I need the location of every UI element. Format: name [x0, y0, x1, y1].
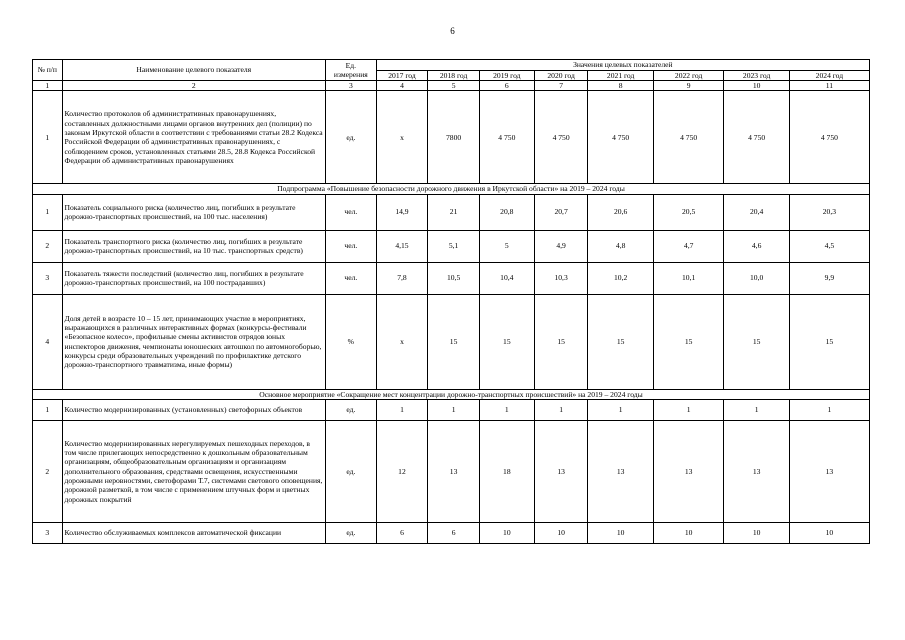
header-num: № п/п: [33, 60, 63, 81]
indicator-name: Количество модернизированных (установленных) светофорных объектов: [62, 399, 326, 420]
row-number: 1: [33, 194, 63, 230]
section-row: [33, 184, 870, 194]
value-cell: 20,4: [724, 194, 789, 230]
value-cell: 20,6: [588, 194, 653, 230]
indicator-name: Показатель тяжести последствий (количество лиц, погибших в результате дорожно-транспортных происшествий, на 100 пострадавших): [62, 262, 326, 294]
page-number: 6: [450, 26, 455, 36]
column-index-row: [33, 81, 870, 91]
value-cell: 10: [534, 522, 588, 543]
table-row: [33, 194, 870, 230]
value-cell: 4,7: [653, 230, 724, 262]
indicator-name: Количество обслуживаемых комплексов автоматической фиксации: [62, 522, 326, 543]
value-cell: 13: [724, 420, 789, 522]
column-index: 10: [724, 81, 789, 91]
header-row-1: [33, 60, 870, 71]
value-cell: 15: [428, 294, 480, 389]
header-values: Значения целевых показателей: [376, 60, 869, 71]
value-cell: 1: [724, 399, 789, 420]
value-cell: 20,5: [653, 194, 724, 230]
indicator-name: Показатель транспортного риска (количество лиц, погибших в результате дорожно-транспортных происшествий, на 10 тыс. транспортных средств): [62, 230, 326, 262]
value-cell: 10: [479, 522, 534, 543]
indicators-table: [32, 59, 870, 544]
value-cell: 15: [588, 294, 653, 389]
row-number: 3: [33, 262, 63, 294]
value-cell: 1: [479, 399, 534, 420]
value-cell: 4 750: [534, 91, 588, 184]
column-index: 3: [326, 81, 377, 91]
value-cell: 5: [479, 230, 534, 262]
value-cell: 4,8: [588, 230, 653, 262]
header-year: 2023 год: [724, 70, 789, 81]
column-index: 4: [376, 81, 428, 91]
value-cell: 6: [376, 522, 428, 543]
value-cell: 7,8: [376, 262, 428, 294]
unit-cell: ед.: [326, 399, 377, 420]
value-cell: 13: [789, 420, 869, 522]
row-number: 2: [33, 420, 63, 522]
header-year: 2024 год: [789, 70, 869, 81]
value-cell: 10,4: [479, 262, 534, 294]
row-number: 4: [33, 294, 63, 389]
column-index: 2: [62, 81, 326, 91]
value-cell: 10: [653, 522, 724, 543]
value-cell: 4,15: [376, 230, 428, 262]
value-cell: 13: [428, 420, 480, 522]
value-cell: 15: [534, 294, 588, 389]
header-year: 2017 год: [376, 70, 428, 81]
table-row: [33, 262, 870, 294]
section-row: [33, 389, 870, 399]
value-cell: 4 750: [588, 91, 653, 184]
row-number: 1: [33, 399, 63, 420]
row-number: 2: [33, 230, 63, 262]
indicator-name: Показатель социального риска (количество лиц, погибших в результате дорожно-транспортных происшествий, на 100 тыс. населения): [62, 194, 326, 230]
value-cell: 1: [428, 399, 480, 420]
value-cell: 4 750: [653, 91, 724, 184]
value-cell: 1: [534, 399, 588, 420]
value-cell: 4 750: [789, 91, 869, 184]
value-cell: 4 750: [724, 91, 789, 184]
unit-cell: чел.: [326, 194, 377, 230]
row-number: 3: [33, 522, 63, 543]
value-cell: 13: [653, 420, 724, 522]
header-name: Наименование целевого показателя: [62, 60, 326, 81]
value-cell: 4,5: [789, 230, 869, 262]
value-cell: 15: [653, 294, 724, 389]
unit-cell: ед.: [326, 522, 377, 543]
value-cell: 1: [653, 399, 724, 420]
column-index: 6: [479, 81, 534, 91]
header-unit: Ед. измерения: [326, 60, 377, 81]
value-cell: 7800: [428, 91, 480, 184]
value-cell: 15: [479, 294, 534, 389]
value-cell: 20,8: [479, 194, 534, 230]
table-row: [33, 399, 870, 420]
indicator-name: Количество протоколов об административных правонарушениях, составленных должностными лицами органов внутренних дел (полиции) по законам Иркутской области в соответствии с требованиями статьи 28.2 Кодекса Российской Федерации об административных правонарушениях, с соблюдением сроков, установленных статьями 28.5, 28.8 Кодекса Российской Федерации об административных правонарушениях: [62, 91, 326, 184]
value-cell: 10: [789, 522, 869, 543]
column-index: 9: [653, 81, 724, 91]
indicator-name: Количество модернизированных нерегулируемых пешеходных переходов, в том числе прилегающих непосредственно к дошкольным образовательным организациям, общеобразовательным организациям и организациям дополнительного образования, средствами освещения, искусственными дорожными неровностями, светофорами Т.7, системами светового оповещения, дорожной разметкой, в том числе с применением штучных форм и цветных дорожных покрытий: [62, 420, 326, 522]
value-cell: 1: [789, 399, 869, 420]
unit-cell: ед.: [326, 420, 377, 522]
value-cell: 9,9: [789, 262, 869, 294]
value-cell: 6: [428, 522, 480, 543]
value-cell: 14,9: [376, 194, 428, 230]
value-cell: х: [376, 294, 428, 389]
row-number: 1: [33, 91, 63, 184]
unit-cell: чел.: [326, 230, 377, 262]
table-row: [33, 91, 870, 184]
column-index: 11: [789, 81, 869, 91]
section-title: Основное мероприятие «Сокращение мест концентрации дорожно-транспортных происшествий» на 2019 – 2024 годы: [33, 389, 870, 399]
table-row: [33, 230, 870, 262]
value-cell: 1: [588, 399, 653, 420]
value-cell: 5,1: [428, 230, 480, 262]
value-cell: 13: [534, 420, 588, 522]
value-cell: 18: [479, 420, 534, 522]
header-year: 2020 год: [534, 70, 588, 81]
column-index: 7: [534, 81, 588, 91]
header-year: 2022 год: [653, 70, 724, 81]
value-cell: 10,5: [428, 262, 480, 294]
value-cell: 4,9: [534, 230, 588, 262]
value-cell: 15: [789, 294, 869, 389]
value-cell: 10,1: [653, 262, 724, 294]
value-cell: 20,3: [789, 194, 869, 230]
indicator-name: Доля детей в возрасте 10 – 15 лет, принимающих участие в мероприятиях, выражающихся в различных интерактивных формах (конкурсы-фестивали «Безопасное колесо», профильные смены активистов отрядов юных инспекторов движения, чемпионаты юношеских автошкол по автомногоборью, конкурсы среди образовательных учреждений по профилактике детского дорожно-транспортного травматизма, иные формы): [62, 294, 326, 389]
value-cell: 4 750: [479, 91, 534, 184]
value-cell: 10: [588, 522, 653, 543]
value-cell: 12: [376, 420, 428, 522]
value-cell: 10,3: [534, 262, 588, 294]
value-cell: 15: [724, 294, 789, 389]
column-index: 8: [588, 81, 653, 91]
value-cell: 10,2: [588, 262, 653, 294]
value-cell: 1: [376, 399, 428, 420]
header-year: 2021 год: [588, 70, 653, 81]
unit-cell: %: [326, 294, 377, 389]
header-year: 2018 год: [428, 70, 480, 81]
column-index: 1: [33, 81, 63, 91]
unit-cell: чел.: [326, 262, 377, 294]
value-cell: 4,6: [724, 230, 789, 262]
value-cell: 20,7: [534, 194, 588, 230]
value-cell: х: [376, 91, 428, 184]
unit-cell: ед.: [326, 91, 377, 184]
table-row: [33, 294, 870, 389]
value-cell: 21: [428, 194, 480, 230]
column-index: 5: [428, 81, 480, 91]
header-year: 2019 год: [479, 70, 534, 81]
value-cell: 10: [724, 522, 789, 543]
value-cell: 13: [588, 420, 653, 522]
value-cell: 10,0: [724, 262, 789, 294]
section-title: Подпрограмма «Повышение безопасности дорожного движения в Иркутской области» на 2019 – 2024 годы: [33, 184, 870, 194]
table-row: [33, 420, 870, 522]
table-row: [33, 522, 870, 543]
